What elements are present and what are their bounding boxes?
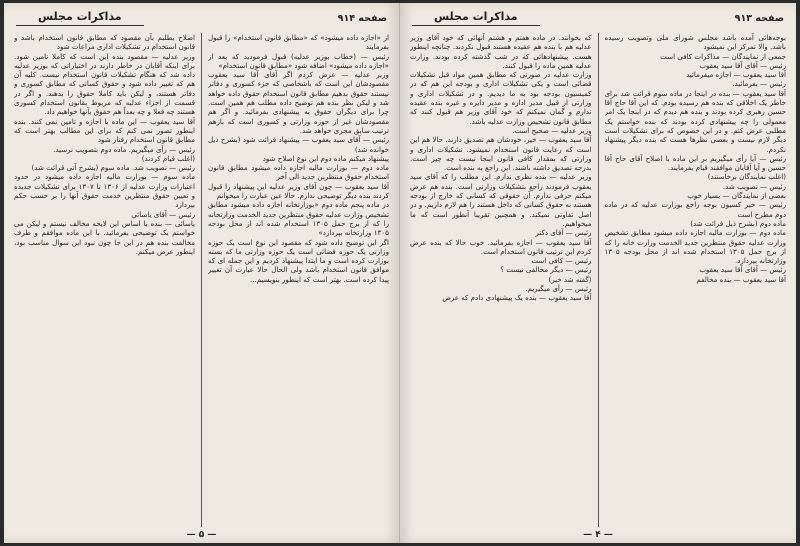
- paragraph: وزارت عدلیه در صورتی که مطابق همین مواد قبل تشکیلات قضائی است و یکی تشکیلات اداری و بودجه این هم که در کمیسیون بودجه بود به ما دیدیم. و در تشکیلات اداری و وزارتی از قبیل مدیر اداره و مدیر دایره و غیره بنده عقیده ندارم و گمان نمیکنم که خود آقای وزیر هم قبول کنند که مطابق قانون تشخیص وزارت عدلیه باشد.: [410, 70, 592, 126]
- paragraph: (گفته شد خیر): [548, 274, 592, 284]
- left-page-number: صفحه ۹۱۴: [337, 12, 387, 24]
- paragraph: رئیس — تصویب شد.: [722, 181, 786, 191]
- book-spread: [4, 3, 796, 543]
- right-page-footer: — ۴ —: [583, 530, 613, 540]
- left-page-column-right: [208, 33, 389, 527]
- paragraph: بعضی از نمایندگان — بسیار خوب: [687, 191, 786, 201]
- paragraph: که بخوانند. در ماده هفتم و هشتم آنهائی که خود آقای وزیر عدلیه هم با بنده هم عقیده هستند قبول نکردند. چنانچه اینطور هست. پیشنهادهائی که در شب گذشته کرده بودند. وزارت عدلیه همین ماده را قبول کنند.: [410, 33, 592, 70]
- paragraph: آقا سید یعقوب — چون آقای وزیر عدلیه این پیشنهاد را قبول کردند بنده دیگر توضیحی ندارم. حالا عین عبارت را میخوانم: [208, 181, 389, 201]
- column-divider: [598, 33, 599, 527]
- paragraph: رئیس — کافی است: [531, 256, 592, 266]
- paragraph: آقا سید یعقوب — اجازه بفرمائید. خوب حالا که بنده عرض کردم این ترتیب قانون استخدام است.: [410, 237, 592, 256]
- paragraph: آقا سید یعقوب — خیر، خودشان هم تصدیق دارند. حالا هم این است که رعایت قانون استخدام نمیشود. تشکیلات اداری و وزارتی که بمقدار کافی قانون اینجا نیست چه چیز است. بدرجه تصدیق داشته باشند. این راجع به بنده است.: [410, 135, 592, 173]
- paragraph: رئیس — آقای آقا سید یعقوب: [699, 60, 786, 70]
- paragraph: (اغلب قیام کردند): [141, 153, 195, 163]
- column-divider: [201, 33, 202, 527]
- left-page: [4, 3, 400, 543]
- right-page-header: [412, 7, 784, 29]
- paragraph: وزیر عدلیه — مقصود بنده این است که کاملا تامین شود. برای اینکه آقایان در خاطر دارند در اختیاراتی که بوزیر عدلیه داده شد که هنگام تشکیلات قانون استخدام نیست. کلیه آن هم که تغییر داده شود و حقوق کسانی که مطابق کسوری و دفاتر هستند، و لیکن باید کاملا حقوق را بدهند. و اگر در قسمت از اجزاء عدلیه که مربوط بقانون استخدام کسوری هستند چه فعلا و چه بعداً هم حقوق بآنها خواهیم داد.: [14, 51, 195, 117]
- paragraph: رئیس — بفرمائید.: [732, 79, 786, 89]
- left-page-footer: — ۵ —: [186, 530, 217, 540]
- paragraph: ماده دوم (بشرح ذیل قرائت شد): [690, 218, 786, 228]
- paragraph: اگر این توضیح داده شود که مقصود این نوع است یک حوزه وزارتی یک حوزه قضائی است یک حوزه وزارتی ما که بسته بوزارت کرده است و ما ابتدا پیشنهاد کردیم و این جمله ای که موافق قانون استخدام باشد ولی الحال حالا عبارت آن تغییر پیدا کرده است. بهتر است که اینطور بنویسیم...: [208, 237, 389, 284]
- paragraph: رئیس — تصویب شد. ماده سوم (بشرح آتی قرائت شد): [31, 163, 195, 173]
- right-page-number: صفحه ۹۱۳: [734, 12, 784, 24]
- paragraph: رئیس — آقای آقا سید یعقوب: [699, 265, 786, 275]
- paragraph: آقا سید یعقوب — اجازه میفرمائید: [686, 70, 786, 80]
- paragraph: یاسائی — بنده با اساس این لایحه مخالف نیستم و لیکن می خواستم یک توضیحی بفرمائید. با این ماده موافقم و طرف مخالفت بنده هم در این جا چون نبود این سوال مناسب بود، اینطور عرض میکنم.: [14, 218, 195, 256]
- paragraph: آقا سید یعقوب — بنده مخالفم: [696, 274, 786, 284]
- left-page-column-left: [14, 33, 195, 527]
- left-page-running-title: مذاکرات مجلس: [16, 10, 144, 26]
- paragraph: بوجه‌هائی آمده باشد مجلس شورای ملی وتصویب رسیده باشد. والا تمرکز این نمیشود: [604, 33, 786, 52]
- paragraph: آقا سید یعقوب — این ماده با اجازه و تامین نمی کنند. بنده اینطور تصور نمی کنم که برای این مطالب بهتر است که مطابق قانون استخدام رفتار شود: [14, 116, 195, 145]
- paragraph: رئیس — (خطاب بوزیر عدلیه) قبول فرمودید که بعد از «اجازه داده میشود» اضافه شود «مطابق قانون استخدام»: [208, 51, 389, 70]
- right-page: [400, 3, 796, 543]
- paragraph: آقا سید یعقوب — بنده یک پیشنهادی دادم که عرض: [442, 293, 592, 303]
- right-page-running-title: مذاکرات مجلس: [412, 10, 540, 26]
- paragraph: رئیس — دیگر مخالفی نیست ؟: [500, 265, 592, 275]
- paragraph: در ماده پنجم ماده دوم «بوزارتخانه اجازه داده میشود مطابق تشخیص وزارت عدلیه حقوق منتظرین جدید الخدمت وزارتخانه را که از برج حمل ۱۳۰۵ استخدام شده اند از محل بودجه ۱۳۰۵ وزارتخانه بپردازد»: [208, 200, 389, 238]
- paragraph: رئیس — آقای سید یعقوب — پیشنهاد قرائت شود (بشرح ذیل خوانده شد): [208, 135, 389, 154]
- paragraph: آقا سید یعقوب — بنده در اینجا در ماده سوم قرائت شد برای خاطر یک اخلاقی که بنده هم رسیده بودم. که این آقا حاج آقا حسین رهبری کرده بودند و بنده هم دیدم که در اینجا یک امر معمولی را چه پیشنهادی کرده بودند که بنده خواستم یک مطلبی عرض کنم. و در این خصوص که برای تشکیلات است دیگر لازم نیست و بعضی نظرها هست که بنده دیگر پیشنهاد نکردم.: [604, 88, 786, 154]
- paragraph: وزیر عدلیه — بنده نظری ندارم. این مطلب را که آقای سید یعقوب فرمودند راجع بتشکیلات وزارتی است. بنده هم عرض میکنم حرفی ندارم. آن حقوقی که کسانی که خارج از بودجه هستند نه حقوق کسانی که داخل هستند را هم لازم داریم. و در اصل تفاوتی نمیکند. و همچنین تقریبا آنطور است که ما میخواهیم.: [410, 172, 592, 228]
- right-page-column-right: [605, 33, 787, 527]
- paragraph: ماده دوم — بوزارت مالیه اجازه داده میشود مطابق تشخیص وزارت عدلیه حقوق منتظرین جدید الخدمت وزارت خانه را که از برج حمل ۱۳۰۵ استخدام شده اند از محل بودجه ۱۳۰۵ وزارتخانه بپردازد.: [604, 228, 786, 266]
- paragraph: ماده دوم — بوزارت مالیه اجازه داده میشود مطابق قانون استخدام حقوق منتظرین جدید الی آخر: [208, 163, 389, 182]
- right-page-column-left: [410, 33, 592, 527]
- paragraph: رئیس — رأی میگیریم. ماده دوم بتصویب نرسید.: [53, 144, 195, 154]
- paragraph: رئیس — آیا رأی میگیریم بر این ماده با اصلاح آقای حاج آقا حسین و آیا آقایان موافقند قیام بفرمایند.: [604, 153, 786, 173]
- paragraph: رئیس — آقای یاسائی: [131, 209, 195, 219]
- paragraph: پیشنهاد میکنم ماده دوم این نوع اصلاح شود: [262, 153, 389, 163]
- right-page-columns: [410, 33, 786, 527]
- left-page-header: [16, 7, 387, 29]
- paragraph: رئیس — رأی میگیریم.: [525, 284, 592, 294]
- paragraph: از «اجازه داده میشود» که «مطابق قانون استخدام» را قبول بفرمایند: [208, 33, 389, 52]
- paragraph: جمعی از نمایندگان — مذاکرات کافی است: [660, 51, 786, 61]
- paragraph: وزیر عدلیه — صحیح است.: [512, 125, 592, 135]
- left-page-columns: [14, 33, 389, 527]
- paragraph: رئیس — آقای دکتر: [535, 228, 592, 238]
- paragraph: ماده سوم — بوزارت مالیه اجازه داده میشود در حدود اعتبارات وزارت عدلیه از ۱۳۰۶ تا ۱۳۰۷ برای تشکیلات جدیده و تعیین حقوق منتظرین خدمت حقوق آنها را بر حسب حکم بپردازد: [14, 172, 195, 210]
- paragraph: وزیر عدلیه — عرض کردم اگر آقای آقا سید یعقوب مقصودشان این است که باشخاصی که جزء کسوری و دفاتر نیستند حقوق بدهیم مطابق قانون استخدام حقوق داده خواهد شد و لیکن نظر بنده هم توضیح داده مطلب هم همین است. چرا برای دیگران حقوق به پیشنهادی بفرمائید. و اگر هم مقصودشان غیر از حوزه وزارتی و کسوری است که بازهم ترتیب سابق مجری خواهد شد.: [208, 70, 389, 135]
- paragraph: رئیس — خیر کسیون بوجه راجع بوزارت عدلیه که در ماده دوم مطرح است: [604, 200, 786, 219]
- paragraph: اصلاح بطلبم بآن مقصود که مطابق قانون استخدام باشد و قانون استخدام در تشکیلات اداری مراعات شود: [14, 33, 195, 52]
- paragraph: (اغلب نمایندگان برخاستند): [707, 172, 786, 182]
